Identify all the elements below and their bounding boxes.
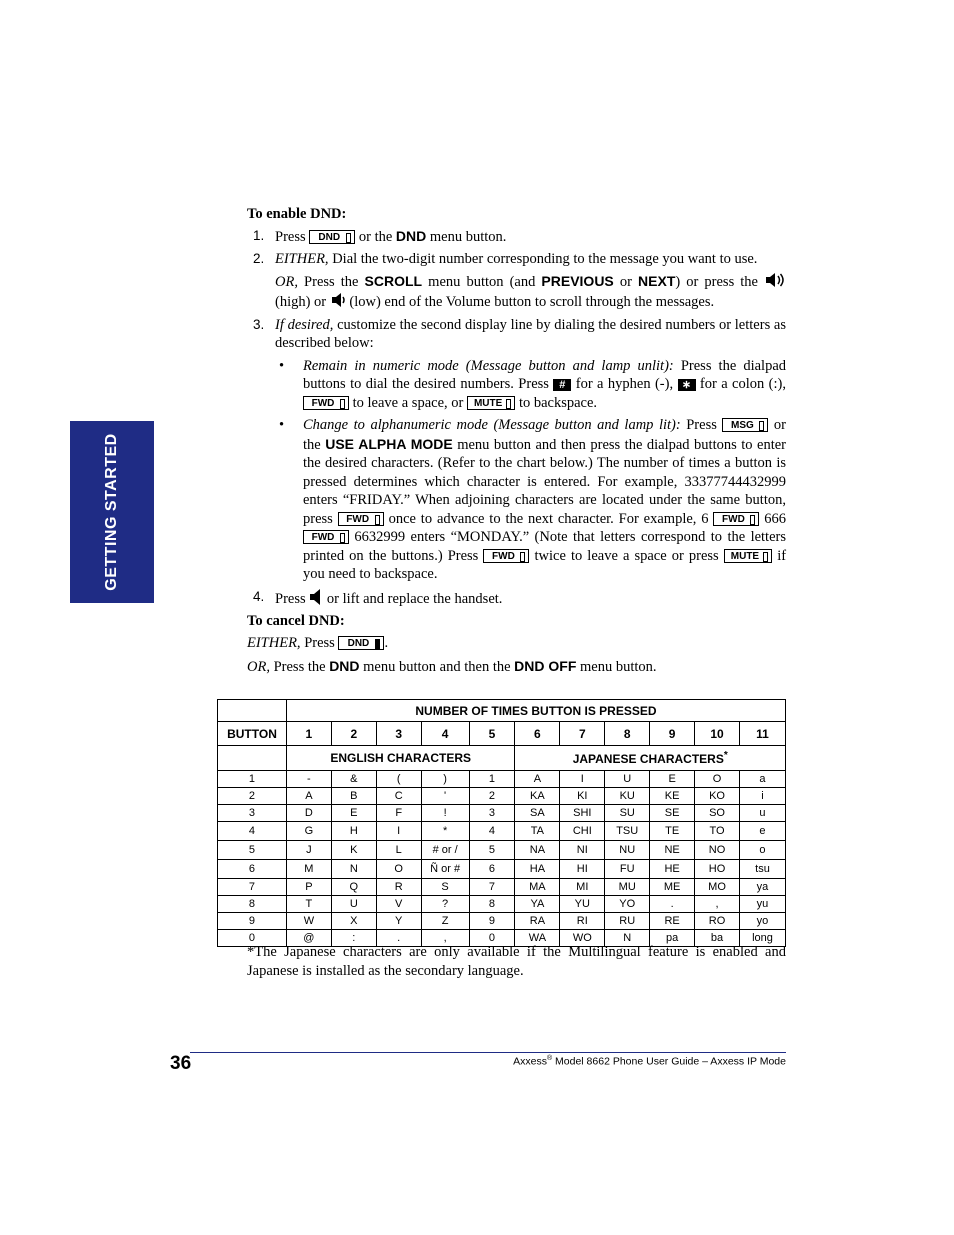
char-cell: U [331, 896, 376, 913]
char-cell: G [286, 822, 331, 841]
character-table [217, 699, 786, 947]
char-cell: F [376, 805, 421, 822]
char-cell: H [331, 822, 376, 841]
char-cell: W [286, 913, 331, 930]
char-cell: . [376, 930, 421, 947]
count-header: 1 [286, 722, 331, 746]
char-cell: i [739, 788, 785, 805]
table-row [218, 805, 786, 822]
char-cell: FU [605, 860, 650, 879]
char-cell: u [739, 805, 785, 822]
footer-text: Axxess® Model 8662 Phone User Guide – Axxess IP Mode [513, 1055, 786, 1068]
char-cell: Z [421, 913, 469, 930]
char-cell: # or / [421, 841, 469, 860]
char-cell: 1 [469, 771, 515, 788]
char-cell: N [605, 930, 650, 947]
speaker-icon [309, 588, 323, 606]
char-cell: 3 [469, 805, 515, 822]
char-cell: E [650, 771, 695, 788]
count-header: 4 [421, 722, 469, 746]
fwd-button: FWD [303, 530, 349, 544]
char-cell: ba [695, 930, 740, 947]
char-cell: U [605, 771, 650, 788]
char-cell: 8 [469, 896, 515, 913]
step-2-or: OR, Press the SCROLL menu button (and PREVIOUS or NEXT) or press the (high) or (low) end of the Volume button to scroll through the messages. [275, 271, 786, 312]
star-key: ∗ [678, 379, 696, 391]
char-cell: O [376, 860, 421, 879]
row-button-cell: 3 [218, 805, 287, 822]
char-cell: 4 [469, 822, 515, 841]
char-cell: long [739, 930, 785, 947]
mute-button: MUTE [724, 549, 772, 563]
fwd-button: FWD [713, 512, 759, 526]
char-cell: N [331, 860, 376, 879]
char-cell: . [650, 896, 695, 913]
char-cell: Y [376, 913, 421, 930]
char-cell: WA [515, 930, 560, 947]
char-cell: YO [605, 896, 650, 913]
char-cell: NU [605, 841, 650, 860]
row-button-cell: 7 [218, 879, 287, 896]
char-cell: RO [695, 913, 740, 930]
char-cell: ! [421, 805, 469, 822]
char-cell: HE [650, 860, 695, 879]
cancel-heading: To cancel DND: [247, 613, 345, 629]
char-cell: E [331, 805, 376, 822]
char-cell: , [421, 930, 469, 947]
char-cell: TO [695, 822, 740, 841]
bullet-icon: • [279, 357, 285, 374]
char-cell: MA [515, 879, 560, 896]
char-cell: KE [650, 788, 695, 805]
char-cell: SE [650, 805, 695, 822]
char-cell: * [421, 822, 469, 841]
row-button-cell: 6 [218, 860, 287, 879]
side-tab-label: GETTING STARTED [103, 433, 120, 591]
row-button-cell: 0 [218, 930, 287, 947]
char-cell: yo [739, 913, 785, 930]
char-cell: HI [560, 860, 605, 879]
japanese-header: JAPANESE CHARACTERS* [515, 746, 786, 771]
table-row [218, 822, 786, 841]
fwd-button: FWD [303, 396, 349, 410]
fwd-button: FWD [483, 549, 529, 563]
char-cell: X [331, 913, 376, 930]
char-cell: K [331, 841, 376, 860]
char-cell: ) [421, 771, 469, 788]
count-header: 2 [331, 722, 376, 746]
char-cell: & [331, 771, 376, 788]
char-cell: HA [515, 860, 560, 879]
char-cell: KU [605, 788, 650, 805]
char-cell: @ [286, 930, 331, 947]
volume-low-icon [330, 291, 346, 309]
char-cell: NI [560, 841, 605, 860]
char-cell: NO [695, 841, 740, 860]
char-cell: ( [376, 771, 421, 788]
char-cell: 5 [469, 841, 515, 860]
char-cell: RI [560, 913, 605, 930]
char-cell: ME [650, 879, 695, 896]
char-cell: 6 [469, 860, 515, 879]
char-cell: - [286, 771, 331, 788]
step-4: 4. Press or lift and replace the handset. [253, 588, 503, 607]
table-row [218, 913, 786, 930]
char-cell: Q [331, 879, 376, 896]
char-cell: pa [650, 930, 695, 947]
footnote: *The Japanese characters are only available if the Multilingual feature is enabled and Japanese is installed as the secondary language. [247, 944, 786, 979]
count-header: 11 [739, 722, 785, 746]
char-cell: HO [695, 860, 740, 879]
count-header: 6 [515, 722, 560, 746]
char-cell: S [421, 879, 469, 896]
char-cell: o [739, 841, 785, 860]
char-cell: tsu [739, 860, 785, 879]
char-cell: a [739, 771, 785, 788]
cancel-or: OR, Press the DND menu button and then the DND OFF menu button. [247, 658, 657, 675]
msg-button: MSG [722, 418, 768, 432]
hash-key: # [553, 379, 571, 391]
char-cell: SU [605, 805, 650, 822]
table-row [218, 860, 786, 879]
char-cell: YA [515, 896, 560, 913]
bullet-numeric-mode: • Remain in numeric mode (Message button and lamp unlit): Press the dialpad buttons to dial the desired numbers. Press # for a hyphen (-), ∗ for a colon (:), FWD to leave a space, or MUTE to backspace. [279, 357, 787, 411]
char-cell: P [286, 879, 331, 896]
mute-button: MUTE [467, 396, 515, 410]
char-cell: TA [515, 822, 560, 841]
row-button-cell: 9 [218, 913, 287, 930]
step-1: 1. Press DND or the DND menu button. [253, 227, 507, 245]
side-tab [70, 421, 154, 603]
char-cell: T [286, 896, 331, 913]
step-3: 3. If desired, customize the second display line by dialing the desired numbers or letters as described below: [253, 316, 787, 351]
char-cell: NE [650, 841, 695, 860]
char-cell: YU [560, 896, 605, 913]
char-cell: M [286, 860, 331, 879]
char-cell: MO [695, 879, 740, 896]
bullet-alpha-mode: • Change to alphanumeric mode (Message button and lamp lit): Press MSG or the USE ALPHA MODE menu button and then press the dialpad buttons to enter the desired characters. (Refer to the chart below.) The number of times a button is pressed determines which character is entered. For example, 33377744432999 enters “FRIDAY.” When adjoining characters are located under the same button, press FWD once to advance to the next character. For example, 6 FWD 666 FWD 6632999 enters “MONDAY.” (Note that letters correspond to the letters printed on the buttons.) Press FWD twice to leave a space or press MUTE if you need to backspace. [279, 417, 787, 582]
char-cell: TE [650, 822, 695, 841]
char-cell: 9 [469, 913, 515, 930]
char-cell: ' [421, 788, 469, 805]
table-row [218, 771, 786, 788]
char-cell: SO [695, 805, 740, 822]
step-2: 2. EITHER, Dial the two-digit number corresponding to the message you want to use. OR, Press the SCROLL menu button (and PREVIOUS or NEXT) or press the (high) or (low) end of the Volume button to scroll through the messages. [247, 250, 786, 312]
char-cell: D [286, 805, 331, 822]
row-button-cell: 5 [218, 841, 287, 860]
table-title: NUMBER OF TIMES BUTTON IS PRESSED [286, 700, 785, 722]
char-cell: 0 [469, 930, 515, 947]
char-cell: WO [560, 930, 605, 947]
enable-heading: To enable DND: [247, 206, 347, 222]
table-row [218, 788, 786, 805]
volume-high-icon [764, 271, 786, 289]
row-button-cell: 8 [218, 896, 287, 913]
char-cell: J [286, 841, 331, 860]
char-cell: C [376, 788, 421, 805]
english-header: ENGLISH CHARACTERS [286, 746, 515, 771]
char-cell: yu [739, 896, 785, 913]
table-row [218, 879, 786, 896]
char-cell: B [331, 788, 376, 805]
char-cell: e [739, 822, 785, 841]
footer-rule [190, 1052, 786, 1053]
page-number: 36 [170, 1053, 192, 1074]
row-button-cell: 1 [218, 771, 287, 788]
count-header: 8 [605, 722, 650, 746]
button-header: BUTTON [218, 722, 287, 746]
count-header: 7 [560, 722, 605, 746]
row-button-cell: 4 [218, 822, 287, 841]
char-cell: RE [650, 913, 695, 930]
char-cell: O [695, 771, 740, 788]
row-button-cell: 2 [218, 788, 287, 805]
fwd-button: FWD [338, 512, 384, 526]
char-cell: RA [515, 913, 560, 930]
char-cell: V [376, 896, 421, 913]
bullet-icon: • [279, 417, 285, 433]
char-cell: , [695, 896, 740, 913]
main-content [247, 205, 786, 677]
char-cell: A [286, 788, 331, 805]
dnd-button: DND [309, 230, 355, 244]
cancel-either: EITHER, Press DND . [247, 634, 389, 651]
char-cell: 7 [469, 879, 515, 896]
char-cell: TSU [605, 822, 650, 841]
char-cell: RU [605, 913, 650, 930]
char-cell: I [376, 822, 421, 841]
char-cell: L [376, 841, 421, 860]
count-header: 3 [376, 722, 421, 746]
table-row [218, 841, 786, 860]
char-cell: MU [605, 879, 650, 896]
char-cell: ? [421, 896, 469, 913]
char-cell: KO [695, 788, 740, 805]
count-header: 9 [650, 722, 695, 746]
char-cell: KI [560, 788, 605, 805]
table-row [218, 896, 786, 913]
char-cell: : [331, 930, 376, 947]
char-cell: R [376, 879, 421, 896]
char-cell: KA [515, 788, 560, 805]
char-cell: SA [515, 805, 560, 822]
count-header: 10 [695, 722, 740, 746]
char-cell: SHI [560, 805, 605, 822]
char-cell: I [560, 771, 605, 788]
char-cell: 2 [469, 788, 515, 805]
char-cell: NA [515, 841, 560, 860]
char-cell: Ñ or # [421, 860, 469, 879]
char-cell: MI [560, 879, 605, 896]
dnd-button: DND [338, 636, 384, 650]
char-cell: ya [739, 879, 785, 896]
count-header: 5 [469, 722, 515, 746]
char-cell: CHI [560, 822, 605, 841]
dnd-menu-label: DND [395, 227, 427, 244]
char-cell: A [515, 771, 560, 788]
